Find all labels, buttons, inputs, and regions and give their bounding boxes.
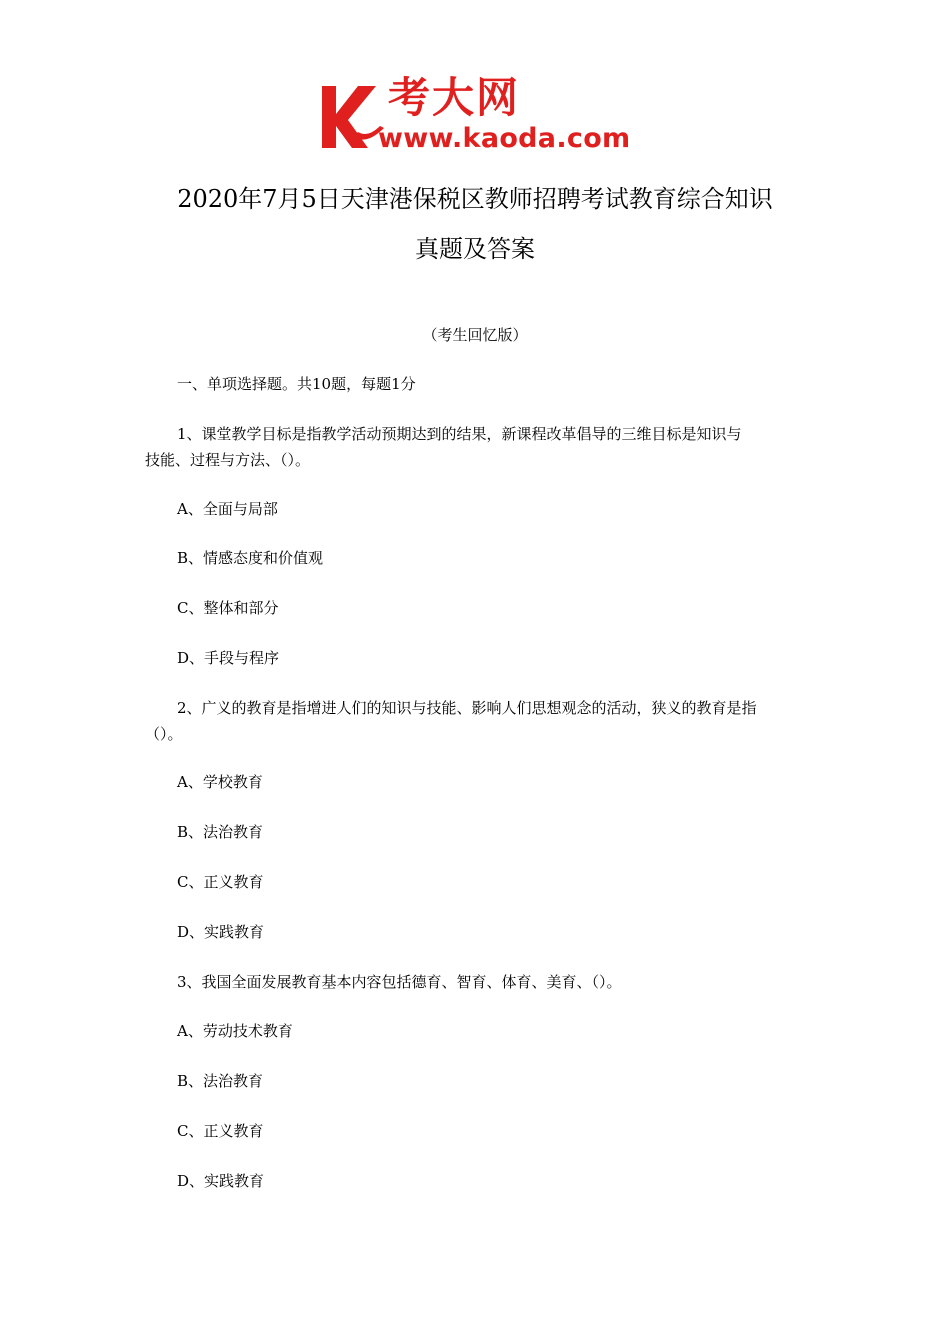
question-3-option-c: C、正义教育 xyxy=(177,1122,264,1140)
logo-url-text: www.kaoda.com xyxy=(378,123,631,154)
question-3-stem: 3、我国全面发展教育基本内容包括德育、智育、体育、美育、（）。 xyxy=(177,973,622,991)
question-2-option-a: A、学校教育 xyxy=(177,773,263,791)
section-heading: 一、单项选择题。共10题，每题1分 xyxy=(177,375,416,393)
question-1-option-a: A、全面与局部 xyxy=(177,500,278,518)
question-2-stem-line-2: （）。 xyxy=(145,725,183,743)
question-2-stem-line-1: 2、广义的教育是指增进人们的知识与技能、影响人们思想观念的活动，狭义的教育是指 xyxy=(177,699,757,717)
question-1-stem-line-1: 1、课堂教学目标是指教学活动预期达到的结果，新课程改革倡导的三维目标是知识与 xyxy=(177,425,742,443)
kaoda-logo[interactable] xyxy=(318,73,640,158)
document-title-line-1: 2020年7月5日天津港保税区教师招聘考试教育综合知识 xyxy=(177,185,773,213)
question-2-option-d: D、实践教育 xyxy=(177,923,265,941)
logo-chinese-text: 考大网 xyxy=(388,73,521,122)
document-subtitle: （考生回忆版） xyxy=(422,326,528,344)
question-1-option-b: B、情感态度和价值观 xyxy=(177,549,324,567)
question-1-stem-line-2: 技能、过程与方法、（）。 xyxy=(145,451,311,469)
question-1-option-d: D、手段与程序 xyxy=(177,649,280,667)
document-title-line-2: 真题及答案 xyxy=(415,235,535,263)
question-2-option-b: B、法治教育 xyxy=(177,823,264,841)
question-1-option-c: C、整体和部分 xyxy=(177,599,279,617)
question-2-option-c: C、正义教育 xyxy=(177,873,264,891)
question-3-option-a: A、劳动技术教育 xyxy=(177,1022,293,1040)
question-3-option-b: B、法治教育 xyxy=(177,1072,264,1090)
question-3-option-d: D、实践教育 xyxy=(177,1172,265,1190)
